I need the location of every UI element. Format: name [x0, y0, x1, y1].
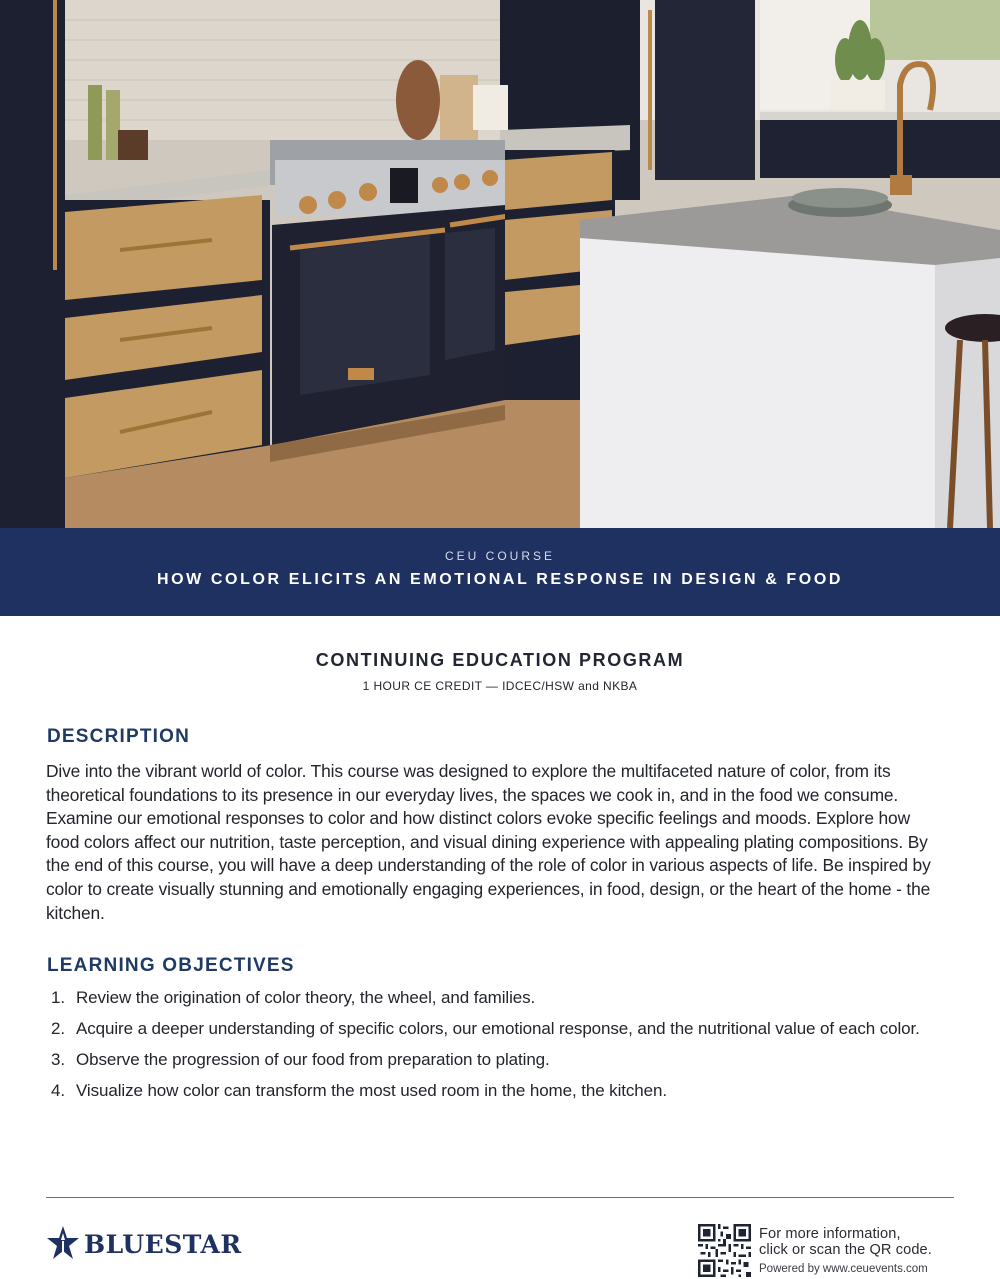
- objective-number: 4.: [51, 1081, 65, 1100]
- objective-number: 2.: [51, 1019, 65, 1038]
- program-title: CONTINUING EDUCATION PROGRAM: [315, 650, 685, 670]
- objectives-heading: LEARNING OBJECTIVES: [47, 955, 295, 976]
- banner-kicker: CEU COURSE: [444, 549, 555, 563]
- logo-wordmark: BLUESTAR: [84, 1229, 242, 1259]
- credit-line: 1 HOUR CE CREDIT — IDCEC/HSW and NKBA: [362, 679, 638, 693]
- star-logo-icon: [46, 1225, 80, 1263]
- qr-line-2: click or scan the QR code.: [759, 1241, 932, 1258]
- description-heading: DESCRIPTION: [47, 726, 191, 747]
- qr-code-icon[interactable]: [698, 1224, 751, 1277]
- course-title: HOW COLOR ELICITS AN EMOTIONAL RESPONSE IN DESIGN & FOOD: [156, 571, 844, 588]
- course-banner: [0, 528, 1000, 616]
- objective-item: [46, 1048, 926, 1072]
- objective-text: Visualize how color can transform the most used room in the home, the kitchen.: [76, 1081, 667, 1100]
- bluestar-logo[interactable]: [46, 1224, 242, 1264]
- hero-kitchen-photo: [0, 0, 1000, 528]
- objective-text: Review the origination of color theory, the wheel, and families.: [76, 988, 536, 1007]
- objective-number: 1.: [51, 988, 65, 1007]
- objective-number: 3.: [51, 1050, 65, 1069]
- kitchen-photo-icon: [0, 0, 1000, 528]
- footer-divider: [46, 1197, 954, 1198]
- objectives-list: [46, 986, 926, 1110]
- program-header: [0, 650, 1000, 693]
- description-body: Dive into the vibrant world of color. This course was designed to explore the multifaceted nature of color, from its theoretical foundations to its presence in our everyday lives, the spaces we cook in, and in the food we consume. Examine our emotional responses to color and how distinct colors evoke specific feelings and moods. Explore how food colors affect our nutrition, taste perception, and visual dining experience with appealing plating compositions. By the end of this course, you will have a deep understanding of the role of color in various aspects of life. Be inspired by color to create visually stunning and emotionally engaging experiences, in food, design, or the heart of the home - the kitchen.: [46, 761, 931, 923]
- objective-text: Observe the progression of our food from preparation to plating.: [76, 1050, 550, 1069]
- powered-by-link[interactable]: Powered by www.ceuevents.com: [759, 1263, 928, 1275]
- objective-text: Acquire a deeper understanding of specific colors, our emotional response, and the nutritional value of each color.: [76, 1019, 920, 1038]
- qr-line-1: For more information,: [759, 1226, 901, 1242]
- objective-item: [46, 986, 926, 1010]
- objective-item: [46, 1079, 926, 1103]
- objective-item: [46, 1017, 926, 1041]
- qr-info: [759, 1227, 932, 1275]
